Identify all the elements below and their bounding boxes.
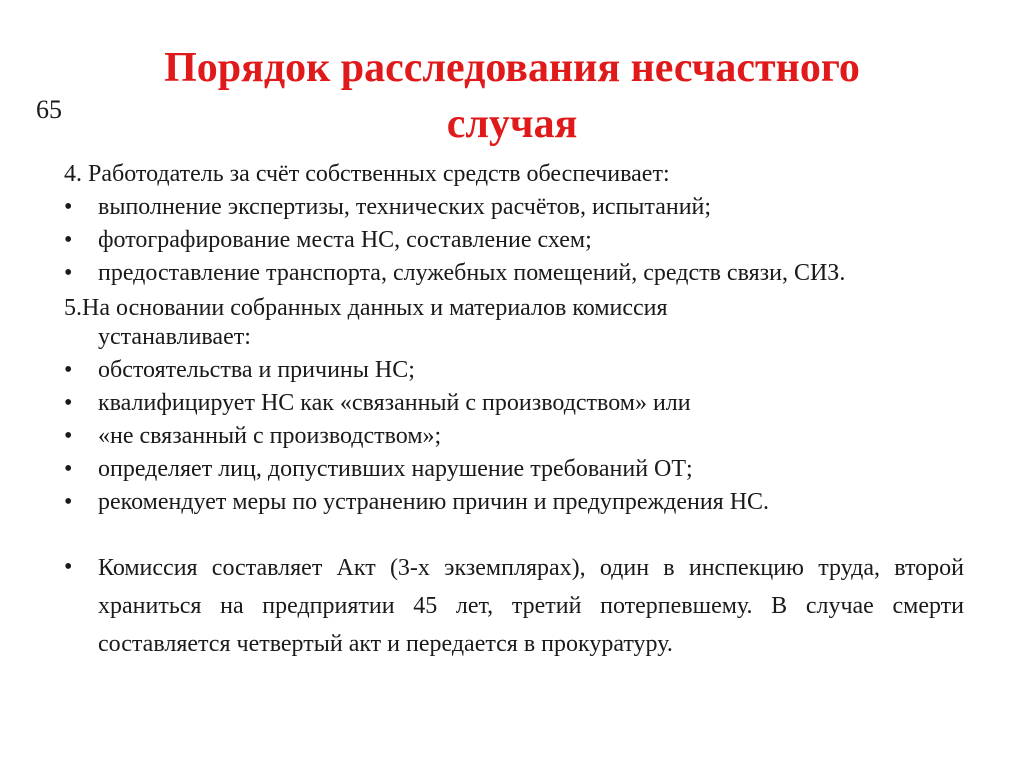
list-item-text: квалифицирует НС как «связанный с производством» или (98, 390, 691, 416)
list-item-text: предоставление транспорта, служебных помещений, средств связи, СИЗ. (98, 260, 846, 286)
section-5-intro-line-2: устанавливает: (98, 324, 251, 350)
bullet-marker: • (64, 390, 73, 416)
list-item-final (64, 549, 964, 663)
list-item-text: определяет лиц, допустивших нарушение требований ОТ; (98, 456, 693, 482)
list-item (64, 389, 964, 418)
list-item-text: выполнение экспертизы, технических расчётов, испытаний; (98, 194, 712, 220)
list-item (64, 193, 964, 222)
slide-title-line-1: Порядок расследования несчастного (164, 45, 860, 91)
slide-number: 65 (36, 95, 62, 124)
bullet-marker: • (64, 194, 73, 220)
list-item-text: фотографирование места НС, составление схем; (98, 227, 592, 253)
list-item (64, 259, 918, 288)
slide-body (64, 160, 964, 667)
list-item-text: «не связанный с производством»; (98, 423, 442, 449)
list-item (64, 226, 964, 255)
bullet-marker: • (64, 554, 73, 580)
bullet-marker: • (64, 227, 73, 253)
list-item (64, 488, 964, 517)
bullet-marker: • (64, 423, 73, 449)
bullet-marker: • (64, 456, 73, 482)
spacer (64, 521, 964, 549)
section-5-intro (64, 294, 964, 352)
slide-title-line-2: случая (446, 101, 578, 147)
list-item-text: рекомендует меры по устранению причин и предупреждения НС. (98, 489, 770, 515)
section-5-intro-line-1: 5.На основании собранных данных и материалов комиссия (64, 295, 668, 321)
list-item-text: Комиссия составляет Акт (3-х экземплярах), один в инспекцию труда, второй храниться на предприятии 45 лет, третий потерпевшему. В случае смерти составляется четвертый акт и передается в прокуратуру. (98, 555, 964, 657)
slide-title (0, 40, 1024, 152)
list-item-text: обстоятельства и причины НС; (98, 357, 415, 383)
section-4-intro (64, 160, 964, 189)
bullet-marker: • (64, 357, 73, 383)
section-4-intro-text: 4. Работодатель за счёт собственных средств обеспечивает: (64, 161, 670, 187)
list-item (64, 356, 964, 385)
bullet-marker: • (64, 489, 73, 515)
list-item (64, 455, 964, 484)
bullet-marker: • (64, 260, 73, 286)
list-item (64, 422, 964, 451)
